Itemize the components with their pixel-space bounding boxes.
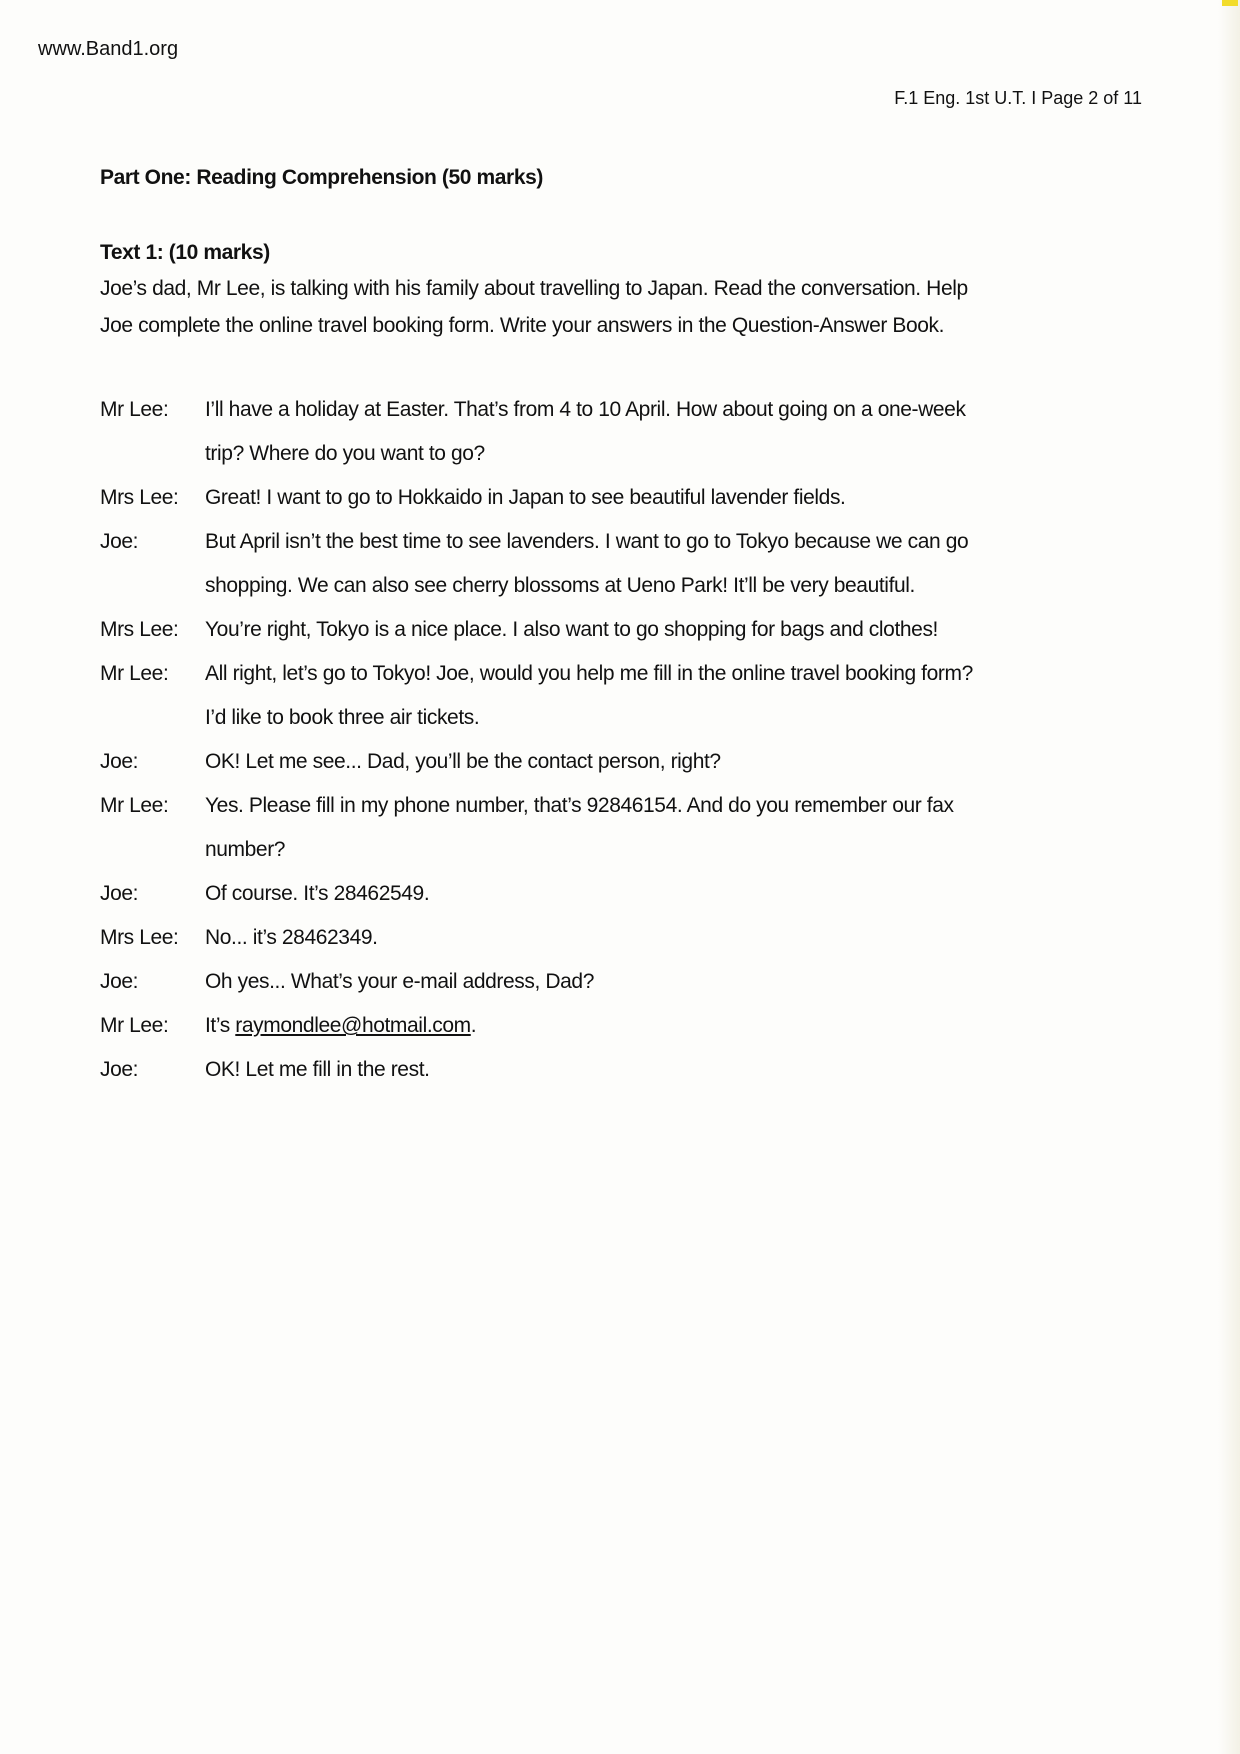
utterance <box>205 750 721 774</box>
utterance-text: I’ll have a holiday at Easter. That’s from 4 to 10 April. How about going on a one-week <box>205 398 966 421</box>
speaker: Mrs Lee: <box>100 486 179 509</box>
speaker: Joe: <box>100 882 139 905</box>
utterance <box>205 662 973 686</box>
utterance-text: You’re right, Tokyo is a nice place. I also want to go shopping for bags and clothes! <box>205 618 938 641</box>
speaker: Mr Lee: <box>100 794 169 817</box>
utterance-text: No... it’s 28462349. <box>205 926 378 949</box>
utterance-continuation: number? <box>205 838 286 861</box>
part-title: Part One: Reading Comprehension (50 marks) <box>100 166 543 189</box>
speaker: Mr Lee: <box>100 662 169 685</box>
utterance-text: It’s <box>205 1014 236 1037</box>
utterance-text: Great! I want to go to Hokkaido in Japan to see beautiful lavender fields. <box>205 486 846 509</box>
yellow-mark <box>1222 0 1238 6</box>
utterance-text: Oh yes... What’s your e-mail address, Dad? <box>205 970 594 993</box>
utterance-continuation: shopping. We can also see cherry blossoms at Ueno Park! It’ll be very beautiful. <box>205 574 915 597</box>
utterance-text: Yes. Please fill in my phone number, that’s 92846154. And do you remember our fax <box>205 794 954 817</box>
utterance-continuation: trip? Where do you want to go? <box>205 442 485 465</box>
text-title: Text 1: (10 marks) <box>100 241 270 264</box>
email-link[interactable]: raymondlee@hotmail.com <box>235 1014 471 1037</box>
speaker: Mr Lee: <box>100 1014 169 1037</box>
utterance-text: OK! Let me see... Dad, you’ll be the contact person, right? <box>205 750 721 773</box>
punctuation: . <box>470 1014 477 1037</box>
utterance-continuation: I’d like to book three air tickets. <box>205 706 480 729</box>
utterance <box>205 794 954 818</box>
utterance <box>205 398 966 422</box>
utterance <box>205 1058 430 1082</box>
speaker: Mr Lee: <box>100 398 169 421</box>
utterance <box>205 530 968 554</box>
utterance <box>205 618 938 642</box>
intro-line: Joe complete the online travel booking form. Write your answers in the Question-Answer Book. <box>100 314 945 337</box>
utterance <box>205 926 378 950</box>
utterance <box>205 1014 476 1038</box>
utterance <box>205 486 845 510</box>
utterance-text: OK! Let me fill in the rest. <box>205 1058 430 1081</box>
intro-line: Joe’s dad, Mr Lee, is talking with his family about travelling to Japan. Read the conversation. Help <box>100 277 968 300</box>
speaker: Mrs Lee: <box>100 618 179 641</box>
utterance-text: All right, let’s go to Tokyo! Joe, would you help me fill in the online travel booking form? <box>205 662 973 685</box>
utterance-text: But April isn’t the best time to see lavenders. I want to go to Tokyo because we can go <box>205 530 969 553</box>
page-edge-shadow <box>1218 0 1240 1754</box>
page-header: F.1 Eng. 1st U.T. I Page 2 of 11 <box>894 88 1142 108</box>
utterance <box>205 882 429 906</box>
utterance <box>205 970 594 994</box>
speaker: Joe: <box>100 970 139 993</box>
speaker: Joe: <box>100 750 139 773</box>
site-watermark: www.Band1.org <box>38 38 179 60</box>
utterance-text: Of course. It’s 28462549. <box>205 882 430 905</box>
speaker: Joe: <box>100 1058 139 1081</box>
speaker: Mrs Lee: <box>100 926 179 949</box>
speaker: Joe: <box>100 530 139 553</box>
